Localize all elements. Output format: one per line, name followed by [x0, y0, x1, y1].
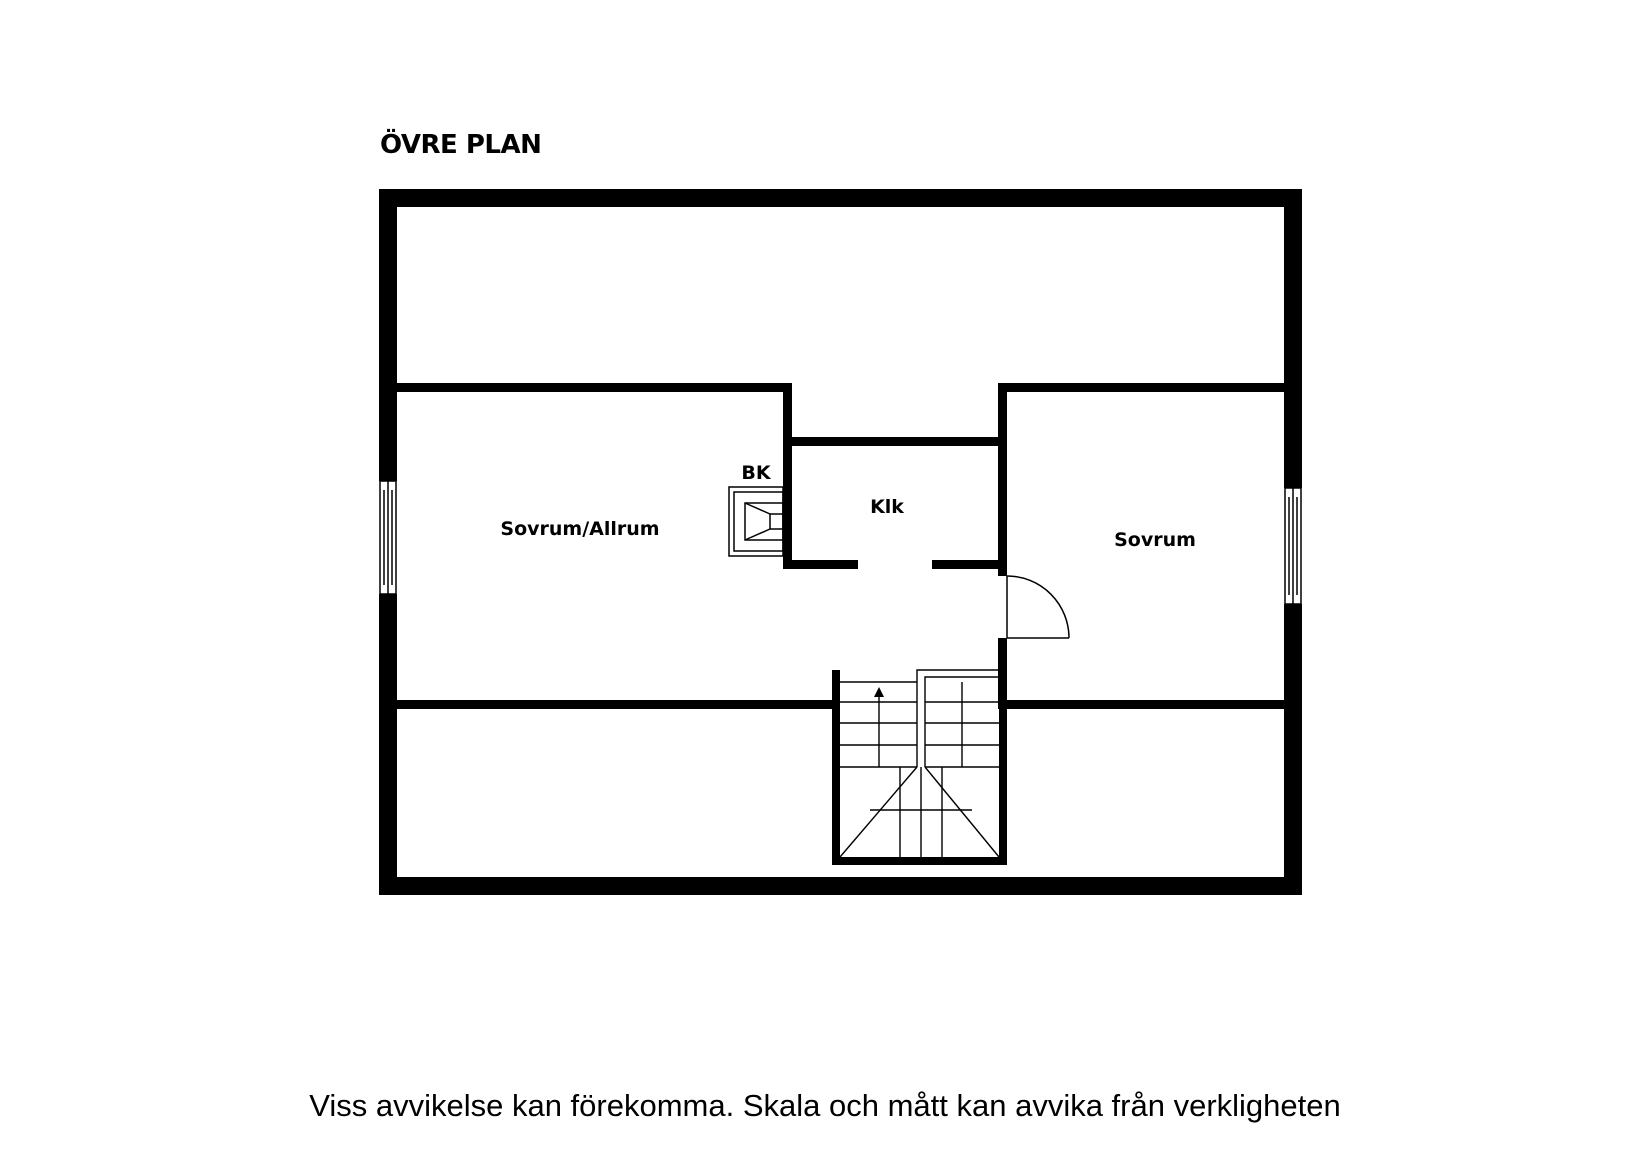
stairwell-wall-bottom — [832, 857, 1007, 865]
window-left — [380, 481, 396, 594]
chimney-icon — [729, 487, 783, 556]
stairwell-wall-left — [832, 670, 840, 865]
plan-title: ÖVRE PLAN — [380, 130, 542, 160]
knee-wall-upper-left — [397, 383, 792, 392]
closet-wall-top — [783, 437, 1006, 446]
door-swing — [1007, 576, 1069, 638]
closet-wall-left — [783, 383, 792, 569]
knee-wall-lower-right — [1003, 700, 1284, 709]
closet-wall-bottom-left — [783, 560, 858, 569]
closet-wall-bottom-right — [932, 560, 1007, 569]
disclaimer-text: Viss avvikelse kan förekomma. Skala och mått kan avvika från verkligheten — [309, 1088, 1341, 1123]
knee-wall-upper-right — [998, 383, 1284, 392]
room-label-wardrobe: Klk — [870, 496, 904, 518]
outer-wall-left-upper — [379, 189, 397, 481]
bedroom-wall-lower — [998, 638, 1007, 709]
staircase — [840, 670, 999, 857]
window-right — [1285, 488, 1301, 604]
outer-wall-right-upper — [1284, 189, 1302, 488]
outer-wall-bottom — [379, 877, 1302, 895]
outer-wall-right-lower — [1284, 604, 1302, 895]
stair-arrow-icon — [874, 687, 884, 697]
knee-wall-lower-left — [397, 700, 834, 709]
room-label-bedroom-living: Sovrum/Allrum — [500, 518, 660, 540]
outer-wall-left-lower — [379, 594, 397, 895]
room-label-bedroom: Sovrum — [1114, 529, 1196, 551]
stairwell-wall-right — [999, 700, 1007, 865]
room-label-chimney: BK — [741, 462, 771, 484]
interior-walls — [397, 383, 1284, 865]
outer-wall-top — [379, 189, 1302, 207]
closet-wall-right — [998, 383, 1007, 576]
